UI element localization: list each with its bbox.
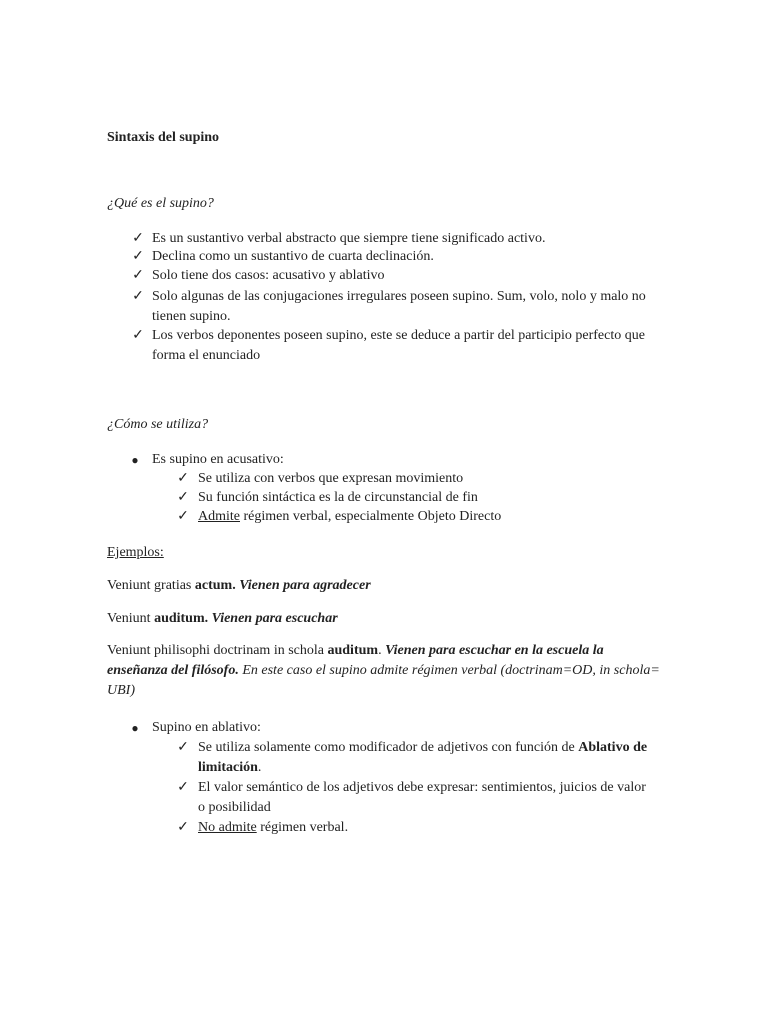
- translation: Vienen para agradecer: [239, 578, 371, 593]
- check-icon: ✓: [177, 490, 189, 505]
- check-icon: ✓: [177, 740, 189, 755]
- check-icon: ✓: [132, 231, 144, 246]
- list-item: Su función sintáctica es la de circunstancial de fin: [198, 490, 478, 505]
- list-item: Solo tiene dos casos: acusativo y ablativo: [152, 268, 385, 283]
- list-item-text: Se utiliza solamente como modificador de adjetivos con función de: [198, 740, 579, 755]
- supine-form: actum.: [194, 578, 236, 593]
- list-item-text: régimen verbal, especialmente Objeto Directo: [240, 509, 502, 524]
- translation: Vienen para escuchar: [211, 611, 338, 626]
- bold-term: Ablativo de limitación: [198, 740, 648, 775]
- bullet-icon: ●: [131, 721, 139, 735]
- note: En este caso el supino admite régimen verbal (doctrinam=OD, in schola= UBI): [107, 663, 660, 698]
- list-item: Es un sustantivo verbal abstracto que siempre tiene significado activo.: [152, 231, 546, 246]
- latin-text: Veniunt: [107, 611, 155, 626]
- check-icon: ✓: [177, 509, 189, 524]
- list-item: Declina como un sustantivo de cuarta declinación.: [152, 249, 434, 264]
- example-2: [107, 609, 338, 629]
- underlined-text: Admite: [198, 509, 240, 524]
- list-item: Los verbos deponentes poseen supino, este se deduce a partir del participio perfecto que forma el enunciado: [152, 328, 645, 363]
- question-what-is-supine: ¿Qué es el supino?: [107, 196, 214, 211]
- supine-form: auditum: [327, 643, 379, 658]
- list-item-text: régimen verbal.: [256, 820, 349, 835]
- check-icon: ✓: [132, 328, 144, 343]
- question-how-is-it-used: ¿Cómo se utiliza?: [107, 417, 209, 432]
- underlined-text: No admite: [198, 820, 257, 835]
- check-icon: ✓: [177, 471, 189, 486]
- document-title: Sintaxis del supino: [107, 130, 220, 145]
- punctuation: .: [378, 643, 386, 658]
- list-item: Supino en ablativo:: [152, 720, 261, 735]
- list-item: [198, 507, 653, 527]
- check-icon: ✓: [177, 820, 189, 835]
- examples-heading: Ejemplos:: [107, 545, 164, 560]
- translation: Vienen para escuchar en la escuela la enseñanza del filósofo.: [107, 643, 604, 678]
- latin-text: Veniunt gratias: [107, 578, 195, 593]
- list-item: [198, 818, 653, 838]
- check-icon: ✓: [177, 780, 189, 795]
- check-icon: ✓: [132, 268, 144, 283]
- example-3: [107, 641, 662, 701]
- list-item: Es supino en acusativo:: [152, 452, 284, 467]
- list-item: El valor semántico de los adjetivos debe expresar: sentimientos, juicios de valor o posibilidad: [198, 780, 646, 815]
- check-icon: ✓: [132, 249, 144, 264]
- punctuation: .: [257, 760, 262, 775]
- example-1: [107, 576, 371, 596]
- list-item: [198, 738, 653, 778]
- list-item: Solo algunas de las conjugaciones irregulares poseen supino. Sum, volo, nolo y malo no tienen supino.: [152, 289, 646, 324]
- bullet-icon: ●: [131, 453, 139, 467]
- list-item: Se utiliza con verbos que expresan movimiento: [198, 471, 464, 486]
- check-icon: ✓: [132, 289, 144, 304]
- supine-form: auditum.: [154, 611, 209, 626]
- latin-text: Veniunt philisophi doctrinam in schola: [107, 643, 328, 658]
